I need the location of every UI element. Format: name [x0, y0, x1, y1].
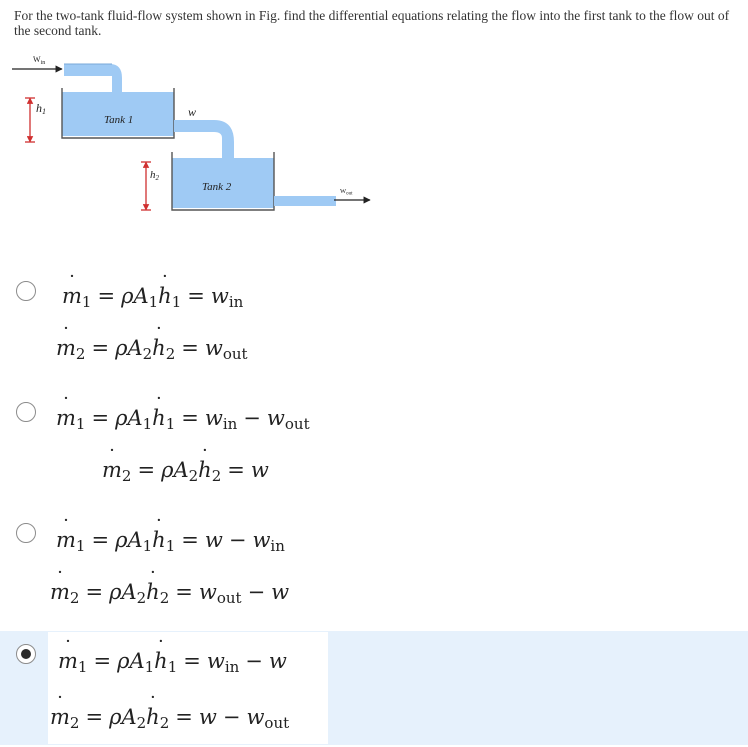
flow-term: $w_{out}$	[266, 406, 310, 433]
rho-symbol: ρ	[121, 284, 134, 308]
height-rate-term: h $˙_2$	[152, 336, 175, 360]
equation-1	[62, 282, 243, 310]
minus-sign: −	[222, 705, 241, 729]
w-in-label: $W_{in}$	[33, 55, 46, 66]
flow-term: $w_{out}$	[246, 705, 290, 732]
radio-button-4[interactable]	[16, 644, 36, 664]
area-term: $A_1$	[133, 284, 159, 311]
rho-symbol: ρ	[161, 458, 174, 482]
height-rate-term: h $˙_2$	[146, 580, 169, 604]
area-term: $A_1$	[127, 406, 153, 433]
flow-term: $w_{out}$	[204, 336, 248, 363]
outflow-pipe	[274, 196, 336, 206]
h1-label: h1	[36, 101, 46, 116]
two-tank-figure	[0, 48, 400, 228]
flow-term: w	[271, 580, 290, 604]
mass-flow-term: m $˙_2$	[56, 336, 85, 360]
flow-term: $w_{in}$	[206, 649, 240, 676]
w-out-label: $W_{out}$	[340, 188, 353, 197]
rho-symbol: ρ	[117, 649, 130, 673]
minus-sign: −	[228, 528, 247, 552]
inflow-pipe	[64, 64, 122, 92]
area-term: $A_2$	[173, 458, 199, 485]
equation-1	[56, 526, 285, 554]
mass-flow-term: m $˙_2$	[102, 458, 131, 482]
answer-option-3[interactable]	[0, 508, 748, 618]
w-label: w	[188, 105, 197, 119]
rho-symbol: ρ	[115, 528, 128, 552]
equals-sign: =	[91, 406, 110, 430]
equals-sign: =	[187, 284, 205, 308]
mass-flow-term: m $˙_1$	[62, 284, 91, 308]
equals-sign: =	[93, 649, 112, 673]
flow-term: $w_{in}$	[210, 284, 244, 311]
equation-2	[102, 456, 269, 484]
height-rate-term: h $˙_2$	[146, 705, 169, 729]
flow-term: $w_{in}$	[252, 528, 285, 555]
rho-symbol: ρ	[115, 406, 128, 430]
area-term: $A_2$	[121, 705, 147, 732]
area-term: $A_1$	[127, 528, 153, 555]
equation-2	[50, 703, 289, 731]
equation-1	[58, 647, 287, 675]
equation-2	[50, 578, 289, 606]
mass-flow-term: m $˙_2$	[50, 580, 79, 604]
question-text: For the two-tank fluid-flow system shown in Fig. find the differential equations relating the flow into the first tank to the flow out of the second tank.	[14, 8, 730, 38]
height-rate-term: h $˙_1$	[152, 406, 175, 430]
equals-sign: =	[175, 580, 193, 604]
answer-option-1[interactable]	[0, 268, 748, 378]
flow-term: $w_{in}$	[204, 406, 238, 433]
equation-2	[56, 334, 248, 362]
equals-sign: =	[137, 458, 156, 482]
equals-sign: =	[91, 336, 110, 360]
mass-flow-term: m $˙_1$	[58, 649, 87, 673]
area-term: $A_1$	[129, 649, 155, 676]
height-rate-term: h $˙_1$	[154, 649, 177, 673]
mass-flow-term: m $˙_1$	[56, 528, 85, 552]
area-term: $A_2$	[121, 580, 147, 607]
equals-sign: =	[181, 406, 199, 430]
flow-term: w	[204, 528, 223, 552]
equals-sign: =	[227, 458, 245, 482]
equals-sign: =	[97, 284, 116, 308]
radio-button-2[interactable]	[16, 402, 36, 422]
area-term: $A_2$	[127, 336, 153, 363]
radio-button-1[interactable]	[16, 281, 36, 301]
minus-sign: −	[247, 580, 266, 604]
equals-sign: =	[181, 336, 199, 360]
answer-option-4[interactable]	[0, 631, 748, 745]
answer-option-2[interactable]	[0, 388, 748, 498]
equals-sign: =	[181, 528, 199, 552]
radio-button-3[interactable]	[16, 523, 36, 543]
rho-symbol: ρ	[109, 705, 122, 729]
rho-symbol: ρ	[109, 580, 122, 604]
equals-sign: =	[91, 528, 110, 552]
minus-sign: −	[245, 649, 263, 673]
rho-symbol: ρ	[115, 336, 128, 360]
mass-flow-term: m $˙_2$	[50, 705, 79, 729]
mass-flow-term: m $˙_1$	[56, 406, 85, 430]
equals-sign: =	[85, 580, 104, 604]
connecting-pipe	[174, 120, 234, 158]
height-rate-term: h $˙_1$	[152, 528, 175, 552]
h2-label: h2	[150, 169, 159, 182]
tank-1-label: Tank 1	[104, 114, 134, 126]
equals-sign: =	[175, 705, 193, 729]
flow-term: w	[198, 705, 217, 729]
flow-term: w	[250, 458, 269, 482]
minus-sign: −	[243, 406, 261, 430]
equation-1	[56, 404, 310, 432]
tank-2-label: Tank 2	[202, 181, 232, 193]
height-rate-term: h $˙_1$	[158, 284, 181, 308]
height-rate-term: h $˙_2$	[198, 458, 221, 482]
equals-sign: =	[85, 705, 104, 729]
flow-term: $w_{out}$	[198, 580, 242, 607]
flow-term: w	[268, 649, 287, 673]
equals-sign: =	[183, 649, 201, 673]
